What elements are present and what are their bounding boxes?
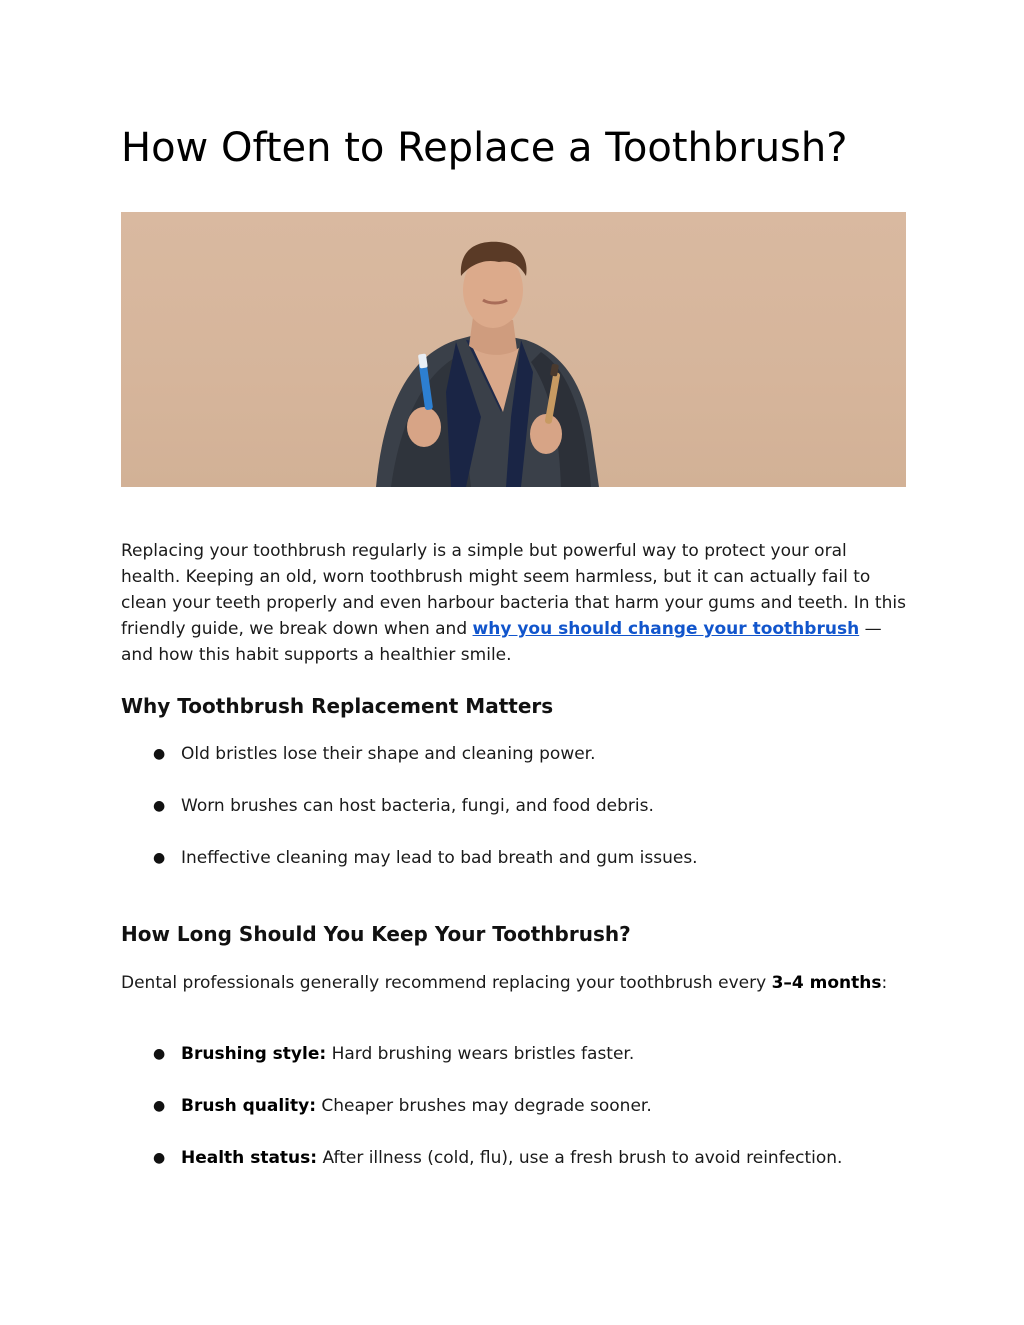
factor-label: Health status: xyxy=(181,1148,318,1168)
list-item xyxy=(121,741,921,767)
list-item xyxy=(121,793,921,819)
factors-list xyxy=(121,1041,921,1197)
hero-photo-illustration xyxy=(121,212,906,487)
bullet-icon: ● xyxy=(153,1150,166,1166)
factor-text: Cheaper brushes may degrade sooner. xyxy=(316,1096,652,1116)
list-item xyxy=(121,1145,921,1171)
list-item-text: Worn brushes can host bacteria, fungi, and food debris. xyxy=(181,796,654,816)
why-matters-list xyxy=(121,741,921,897)
section-heading-how-long-keep: How Long Should You Keep Your Toothbrush? xyxy=(121,922,631,946)
bullet-icon: ● xyxy=(153,1046,166,1062)
hero-photo-man-holding-toothbrushes xyxy=(121,212,906,487)
list-item xyxy=(121,1093,921,1119)
list-item-text: Ineffective cleaning may lead to bad breath and gum issues. xyxy=(181,848,698,868)
list-item xyxy=(121,845,921,871)
bullet-icon: ● xyxy=(153,798,166,814)
factor-label: Brush quality: xyxy=(181,1096,316,1116)
recommendation-colon: : xyxy=(881,973,888,993)
change-toothbrush-link[interactable]: why you should change your toothbrush xyxy=(472,619,860,639)
factor-text: After illness (cold, flu), use a fresh brush to avoid reinfection. xyxy=(317,1148,843,1168)
bullet-icon: ● xyxy=(153,746,166,762)
recommendation-duration: 3–4 months xyxy=(771,973,882,993)
factor-text: Hard brushing wears bristles faster. xyxy=(326,1044,635,1064)
bullet-icon: ● xyxy=(153,850,166,866)
intro-paragraph xyxy=(121,538,907,668)
bullet-icon: ● xyxy=(153,1098,166,1114)
recommendation-text: Dental professionals generally recommend replacing your toothbrush every xyxy=(121,973,772,993)
intro-text-after: — and how this habit supports a healthier smile. xyxy=(121,619,882,665)
section-heading-why-replacement-matters: Why Toothbrush Replacement Matters xyxy=(121,694,554,718)
recommendation-paragraph xyxy=(121,970,907,996)
list-item-text: Old bristles lose their shape and cleaning power. xyxy=(181,744,596,764)
factor-label: Brushing style: xyxy=(181,1044,327,1064)
page-title: How Often to Replace a Toothbrush? xyxy=(121,125,848,171)
list-item xyxy=(121,1041,921,1067)
intro-text-before: Replacing your toothbrush regularly is a simple but powerful way to protect your oral health. Keeping an old, worn toothbrush might seem harmless, but it can actually fail to clean your teeth properly and even harbour bacteria that harm your gums and teeth. In this friendly guide, we break down when and xyxy=(121,541,906,639)
